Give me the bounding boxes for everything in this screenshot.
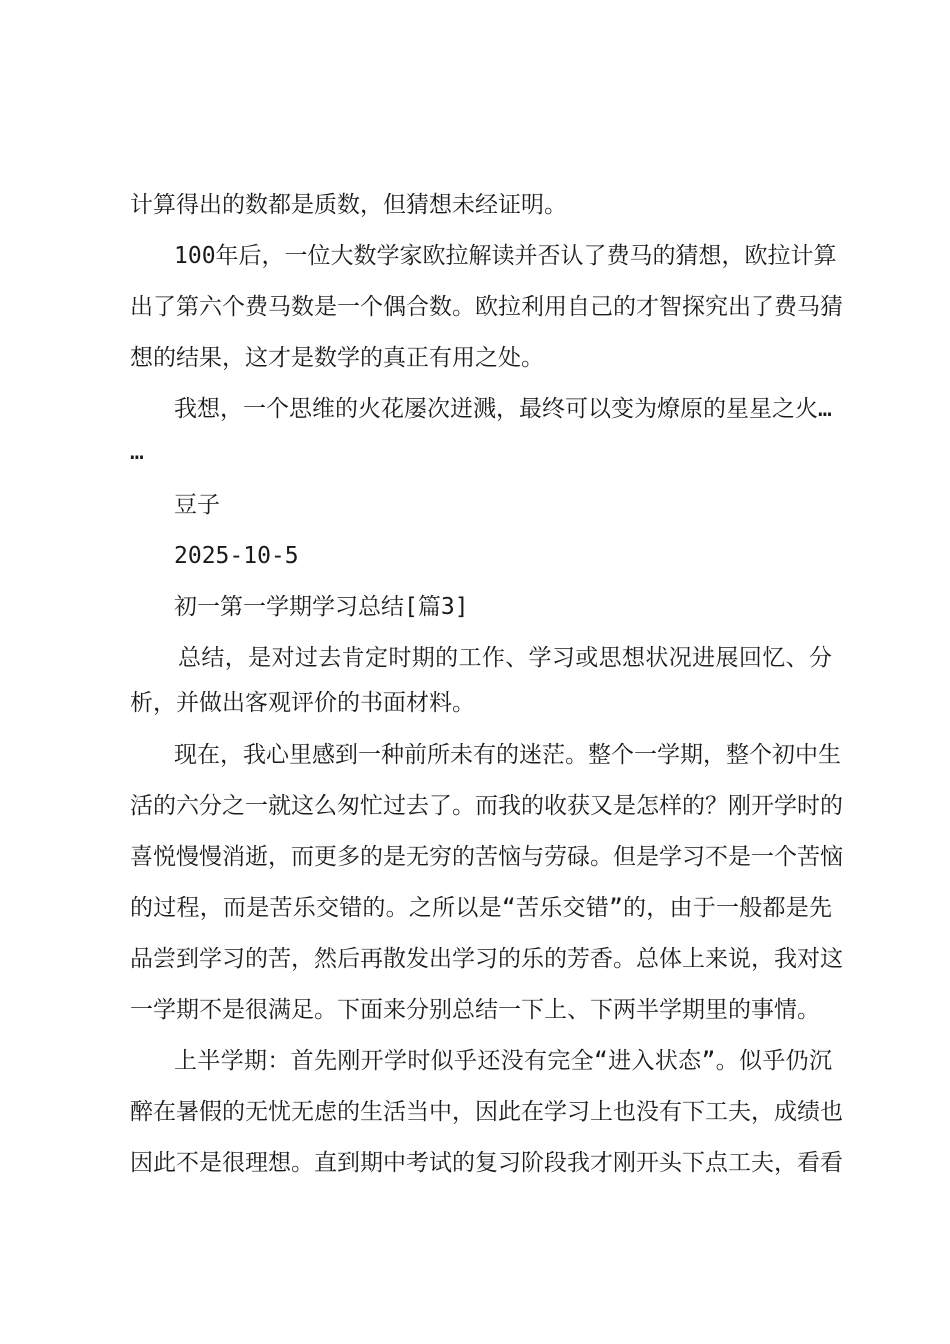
text-line-17: 一学期不是很满足。下面来分别总结一下上、下两半学期里的事情。 bbox=[130, 997, 820, 1023]
text-line-6: … bbox=[130, 439, 144, 465]
text-line-15: 的过程，而是苦乐交错的。之所以是“苦乐交错”的，由于一般都是先 bbox=[130, 895, 832, 921]
text-line-11: 析，并做出客观评价的书面材料。 bbox=[130, 690, 475, 716]
signature-date: 2025-10-5 bbox=[174, 543, 299, 569]
text-line-4: 想的结果，这才是数学的真正有用之处。 bbox=[130, 345, 544, 371]
text-line-3: 出了第六个费马数是一个偶合数。欧拉利用自己的才智探究出了费马猜 bbox=[130, 294, 843, 320]
section-title: 初一第一学期学习总结[篇3] bbox=[174, 594, 469, 620]
text-line-20: 因此不是很理想。直到期中考试的复习阶段我才刚开头下点工夫，看看 bbox=[130, 1150, 843, 1176]
text-line-1: 计算得出的数都是质数，但猜想未经证明。 bbox=[130, 192, 567, 218]
text-line-5: 我想，一个思维的火花屡次迸溅，最终可以变为燎原的星星之火… bbox=[174, 396, 832, 422]
signature-name: 豆子 bbox=[174, 492, 220, 518]
text-line-12: 现在，我心里感到一种前所未有的迷茫。整个一学期，整个初中生 bbox=[174, 742, 841, 768]
text-line-14: 喜悦慢慢消逝，而更多的是无穷的苦恼与劳碌。但是学习不是一个苦恼 bbox=[130, 844, 843, 870]
text-line-16: 品尝到学习的苦，然后再散发出学习的乐的芳香。总体上来说，我对这 bbox=[130, 946, 843, 972]
text-line-10: 总结，是对过去肯定时期的工作、学习或思想状况进展回忆、分 bbox=[178, 645, 832, 671]
text-line-19: 醉在暑假的无忧无虑的生活当中，因此在学习上也没有下工夫，成绩也 bbox=[130, 1099, 843, 1125]
text-line-13: 活的六分之一就这么匆忙过去了。而我的收获又是怎样的？刚开学时的 bbox=[130, 793, 843, 819]
text-line-18: 上半学期：首先刚开学时似乎还没有完全“进入状态”。似乎仍沉 bbox=[174, 1048, 832, 1074]
text-line-2: 100年后，一位大数学家欧拉解读并否认了费马的猜想，欧拉计算 bbox=[174, 243, 837, 269]
